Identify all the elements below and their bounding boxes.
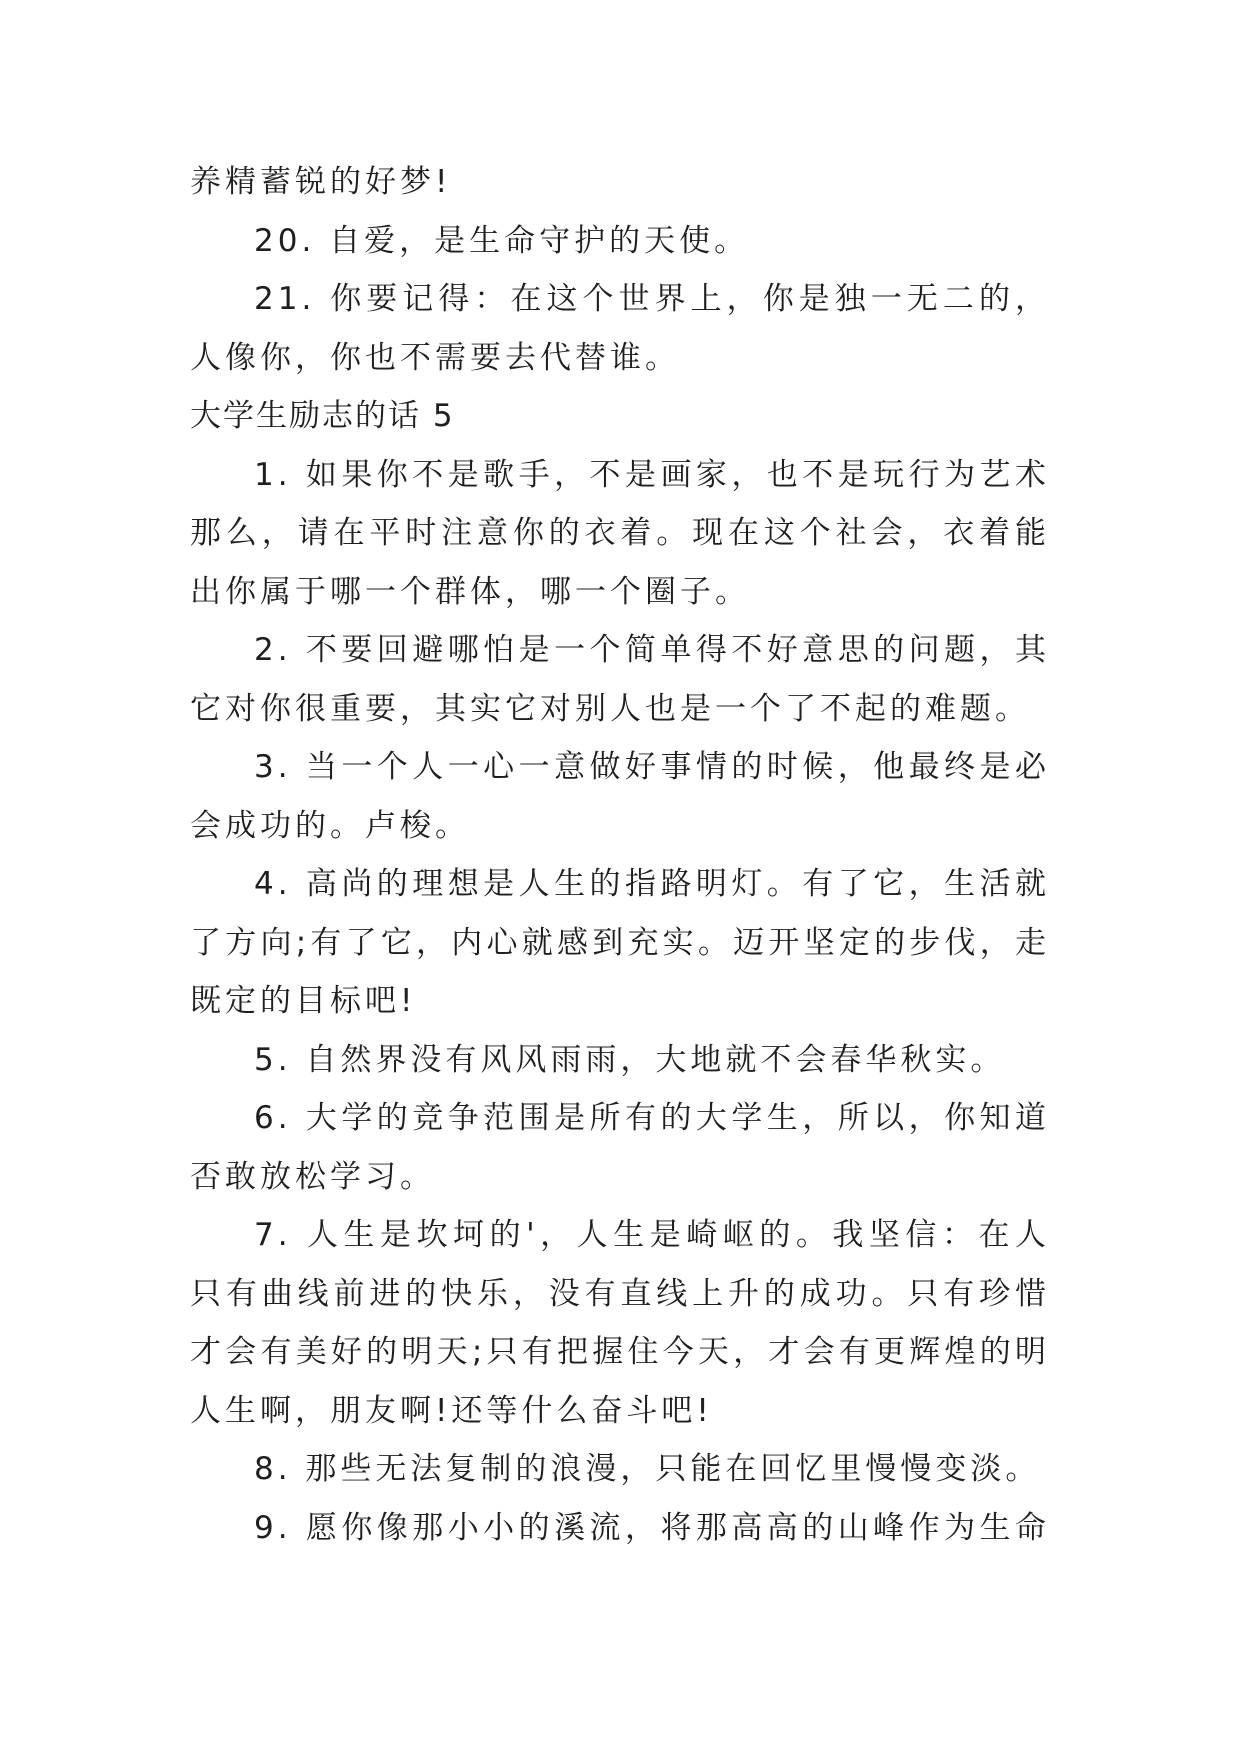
text-line: 了方向;有了它，内心就感到充实。迈开坚定的步伐，走 (190, 924, 1050, 961)
text-line: 1. 如果你不是歌手，不是画家，也不是玩行为艺术 (254, 456, 1050, 493)
text-line: 人生啊，朋友啊!还等什么奋斗吧! (190, 1392, 713, 1429)
document-body (190, 153, 1050, 1557)
section-heading: 大学生励志的话 5 (190, 398, 455, 434)
text-line: 否敢放松学习。 (190, 1158, 435, 1195)
text-line: 20. 自爱，是生命守护的天使。 (254, 222, 750, 259)
text-line: 会成功的。卢梭。 (190, 807, 470, 844)
text-line: 它对你很重要，其实它对别人也是一个了不起的难题。 (190, 690, 1030, 727)
text-line: 21. 你要记得：在这个世界上，你是独一无二的， (254, 281, 1050, 317)
text-line: 人像你，你也不需要去代替谁。 (190, 339, 680, 376)
text-line: 出你属于哪一个群体，哪一个圈子。 (190, 573, 750, 610)
text-line: 7. 人生是坎坷的'，人生是崎岖的。我坚信：在人 (254, 1217, 1050, 1253)
text-line: 4. 高尚的理想是人生的指路明灯。有了它，生活就 (254, 866, 1050, 902)
text-line: 那么，请在平时注意你的衣着。现在这个社会，衣着能 (190, 515, 1050, 551)
text-line: 3. 当一个人一心一意做好事情的时候，他最终是必 (254, 749, 1050, 785)
text-line: 5. 自然界没有风风雨雨，大地就不会春华秋实。 (254, 1041, 1006, 1078)
text-line: 9. 愿你像那小小的溪流，将那高高的山峰作为生命 (254, 1509, 1050, 1546)
text-line: 既定的目标吧! (190, 983, 417, 1019)
text-line: 养精蓄锐的好梦! (190, 164, 452, 200)
text-line: 2. 不要回避哪怕是一个简单得不好意思的问题，其 (254, 632, 1050, 668)
text-line: 只有曲线前进的快乐，没有直线上升的成功。只有珍惜 (190, 1275, 1050, 1312)
text-line: 8. 那些无法复制的浪漫，只能在回忆里慢慢变淡。 (254, 1451, 1041, 1487)
text-line: 6. 大学的竞争范围是所有的大学生，所以，你知道 (254, 1100, 1050, 1136)
text-line: 才会有美好的明天;只有把握住今天，才会有更辉煌的明 (190, 1334, 1050, 1370)
